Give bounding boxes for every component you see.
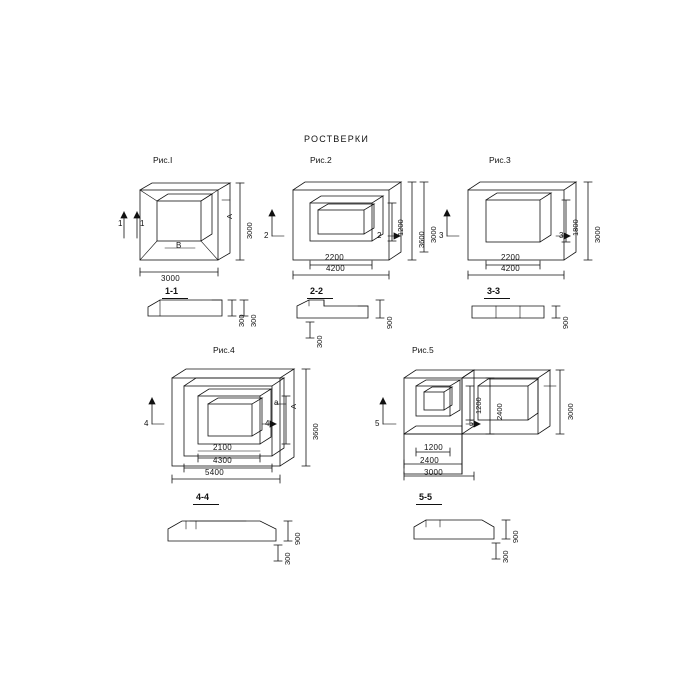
cut-mark-2-left: 2 bbox=[264, 231, 269, 240]
dim-sec1-left: 300 bbox=[249, 314, 258, 327]
figure-label-3: Рис.3 bbox=[489, 155, 511, 165]
section-label-2-2: 2-2 bbox=[310, 286, 324, 296]
dim-sec1-right: 300 bbox=[237, 314, 246, 327]
dim-fig2-width: 4200 bbox=[326, 264, 345, 273]
dim-fig5-inner-height: 1200 bbox=[474, 397, 483, 414]
cut-mark-5-right: 5 bbox=[469, 419, 474, 428]
dim-fig4-inner-width: 2100 bbox=[213, 443, 232, 452]
fig2-section bbox=[297, 300, 384, 338]
cut-mark-5-left: 5 bbox=[375, 419, 380, 428]
letter-a-fig4: a bbox=[274, 398, 279, 407]
section-underline-2-2 bbox=[307, 298, 333, 299]
section-label-5-5: 5-5 bbox=[419, 492, 433, 502]
cut-mark-4-right: 4 bbox=[265, 419, 270, 428]
dim-fig3-inner-width: 2200 bbox=[501, 253, 520, 262]
dim-fig3-inner-height: 1800 bbox=[571, 219, 580, 236]
section-underline-5-5 bbox=[416, 504, 442, 505]
dim-fig4-mid-width: 4300 bbox=[213, 456, 232, 465]
dim-fig5-outer-width: 3000 bbox=[424, 468, 443, 477]
section-label-4-4: 4-4 bbox=[196, 492, 210, 502]
figure-label-2: Рис.2 bbox=[310, 155, 332, 165]
page-title: РОСТВЕРКИ bbox=[304, 134, 370, 144]
dim-sec5-left: 300 bbox=[501, 550, 510, 563]
letter-B-fig1: B bbox=[176, 241, 182, 250]
dim-sec5-right: 900 bbox=[511, 530, 520, 543]
dim-fig3-width: 4200 bbox=[501, 264, 520, 273]
fig5-section bbox=[414, 520, 510, 559]
section-underline-1-1 bbox=[162, 298, 188, 299]
cut-mark-2-right: 2 bbox=[377, 231, 382, 240]
figure-label-4: Рис.4 bbox=[213, 345, 235, 355]
dim-fig5-mid-width: 2400 bbox=[420, 456, 439, 465]
cut-mark-1-right: 1 bbox=[140, 219, 145, 228]
fig3-section bbox=[472, 306, 560, 318]
fig4-section bbox=[168, 521, 292, 561]
section-underline-4-4 bbox=[193, 504, 219, 505]
figure-label-1: Рис.I bbox=[153, 155, 173, 165]
dim-fig1-height: 3000 bbox=[245, 222, 254, 239]
dim-fig5-inner-width: 1200 bbox=[424, 443, 443, 452]
dim-fig5-mid-height: 2400 bbox=[495, 403, 504, 420]
figure-label-5: Рис.5 bbox=[412, 345, 434, 355]
cut-mark-1-left: 1 bbox=[118, 219, 123, 228]
letter-A-fig1: A bbox=[225, 213, 234, 219]
dim-fig4-height: 3600 bbox=[311, 423, 320, 440]
dim-fig4-outer-width: 5400 bbox=[205, 468, 224, 477]
fig4-plan bbox=[149, 369, 310, 483]
fig1-plan bbox=[121, 183, 244, 276]
dim-fig5-outer-height: 3000 bbox=[566, 403, 575, 420]
letter-A-fig4: A bbox=[289, 403, 298, 409]
fig1-section bbox=[148, 300, 248, 316]
cut-mark-3-right: 3 bbox=[559, 231, 564, 240]
dim-sec3-right: 900 bbox=[561, 316, 570, 329]
dim-fig1-width: 3000 bbox=[161, 274, 180, 283]
section-label-1-1: 1-1 bbox=[165, 286, 179, 296]
section-underline-3-3 bbox=[484, 298, 510, 299]
dim-sec4-left: 300 bbox=[283, 552, 292, 565]
dim-fig2-outer-height: 3000 bbox=[429, 226, 438, 243]
dim-sec2-right: 900 bbox=[385, 316, 394, 329]
dim-fig2-inner-height: 1200 bbox=[396, 219, 405, 236]
cut-mark-3-left: 3 bbox=[439, 231, 444, 240]
dim-sec2-left: 300 bbox=[315, 335, 324, 348]
dim-fig2-mid-height: 3600 bbox=[417, 231, 426, 248]
cut-mark-4-left: 4 bbox=[144, 419, 149, 428]
dim-fig3-outer-height: 3000 bbox=[593, 226, 602, 243]
dim-sec4-right: 900 bbox=[293, 532, 302, 545]
section-label-3-3: 3-3 bbox=[487, 286, 501, 296]
dim-fig2-inner-width: 2200 bbox=[325, 253, 344, 262]
